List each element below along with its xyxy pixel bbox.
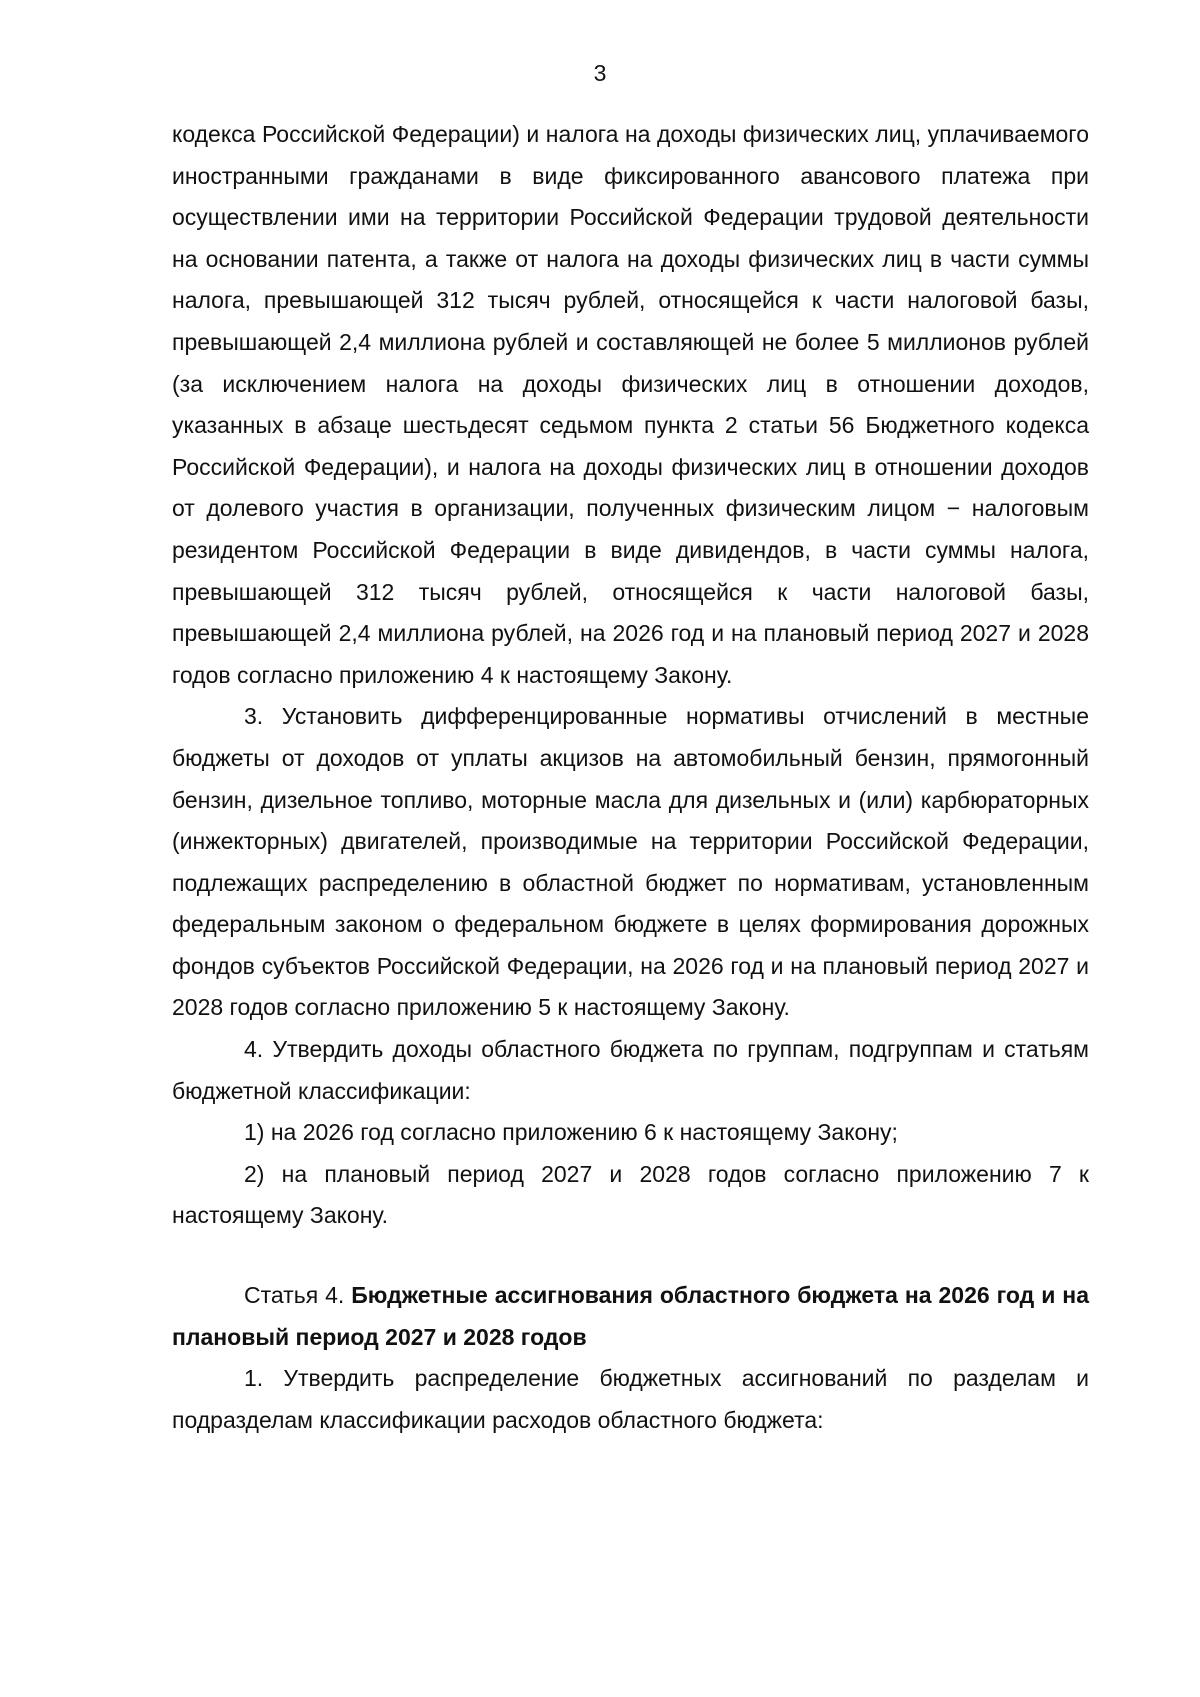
- document-body: [172, 114, 1089, 1441]
- article-prefix: Статья 4.: [244, 1282, 352, 1309]
- paragraph-item-4: 4. Утвердить доходы областного бюджета по группам, подгруппам и статьям бюджетной классификации:: [172, 1036, 1089, 1104]
- article-title: Бюджетные ассигнования областного бюджета на 2026 год и на плановый период 2027 и 2028 годов: [172, 1282, 1089, 1350]
- page-number: 3: [593, 60, 607, 86]
- paragraph-item-3: 3. Установить дифференцированные нормативы отчислений в местные бюджеты от доходов от уплаты акцизов на автомобильный бензин, прямогонный бензин, дизельное топливо, моторные масла для дизельных и (или) карбюраторных (инжекторных) двигателей, производимые на территории Российской Федерации, подлежащих распределению в областной бюджет по нормативам, установленным федеральным законом о федеральном бюджете в целях формирования дорожных фондов субъектов Российской Федерации, на 2026 год и на плановый период 2027 и 2028 годов согласно приложению 5 к настоящему Закону.: [172, 703, 1089, 1021]
- paragraph-continuation: кодекса Российской Федерации) и налога на доходы физических лиц, уплачиваемого иностранными гражданами в виде фиксированного авансового платежа при осуществлении ими на территории Российской Федерации трудовой деятельности на основании патента, а также от налога на доходы физических лиц в части суммы налога, превышающей 312 тысяч рублей, относящейся к части налоговой базы, превышающей 2,4 миллиона рублей и составляющей не более 5 миллионов рублей (за исключением налога на доходы физических лиц в отношении доходов, указанных в абзаце шестьдесят седьмом пункта 2 статьи 56 Бюджетного кодекса Российской Федерации), и налога на доходы физических лиц в отношении доходов от долевого участия в организации, полученных физическим лицом − налоговым резидентом Российской Федерации в виде дивидендов, в части суммы налога, превышающей 312 тысяч рублей, относящейся к части налоговой базы, превышающей 2,4 миллиона рублей, на 2026 год и на плановый период 2027 и 2028 годов согласно приложению 4 к настоящему Закону.: [172, 121, 1089, 688]
- subitem-1: 1) на 2026 год согласно приложению 6 к настоящему Закону;: [244, 1119, 898, 1146]
- article-heading: [172, 1275, 1089, 1358]
- subitem-2: 2) на плановый период 2027 и 2028 годов согласно приложению 7 к настоящему Закону.: [172, 1160, 1089, 1229]
- article-paragraph-1: 1. Утвердить распределение бюджетных ассигнований по разделам и подразделам классификации расходов областного бюджета:: [172, 1365, 1089, 1433]
